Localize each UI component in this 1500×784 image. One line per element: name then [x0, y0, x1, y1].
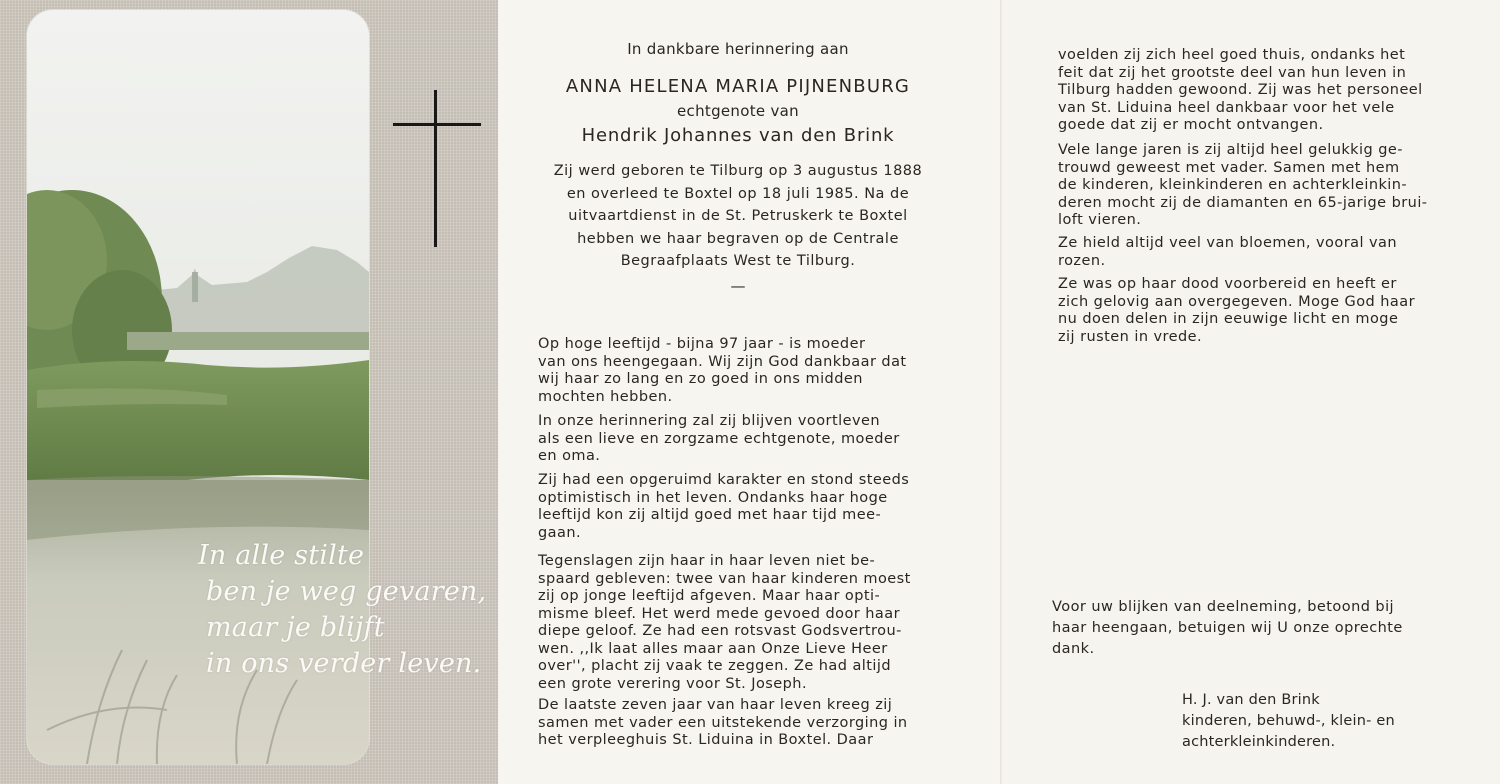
signature-line: achterkleinkinderen.	[1182, 734, 1336, 750]
text-line: de kinderen, kleinkinderen en achterkleinkin-	[1058, 177, 1408, 193]
paragraph-age	[538, 336, 907, 406]
paragraph-flowers	[1058, 235, 1397, 270]
text-line: Tegenslagen zijn haar in haar leven niet be-	[538, 553, 876, 569]
memorial-poem	[198, 538, 486, 682]
paragraph-faith	[1058, 276, 1415, 346]
text-line: In onze herinnering zal zij blijven voortleven	[538, 413, 880, 429]
paragraph-marriage	[1058, 142, 1427, 230]
text-line: loft vieren.	[1058, 212, 1142, 228]
text-line: van ons heengegaan. Wij zijn God dankbaar dat	[538, 353, 907, 370]
paragraph-care-home	[1058, 47, 1423, 135]
thanks-note	[1052, 597, 1403, 660]
poem-line: ben je weg gevaren,	[206, 576, 487, 607]
poem-line: maar je blijft	[206, 612, 385, 643]
text-line: en oma.	[538, 448, 601, 464]
text-line: Ze hield altijd veel van bloemen, vooral van	[1058, 235, 1397, 251]
text-line: Zij had een opgeruimd karakter en stond steeds	[538, 472, 910, 488]
text-line: mochten hebben.	[538, 388, 673, 405]
text-line: voelden zij zich heel goed thuis, ondanks het	[1058, 47, 1406, 63]
text-line: samen met vader een uitstekende verzorging in	[538, 714, 908, 731]
spouse-label: echtgenote van	[677, 102, 799, 120]
text-line: Vele lange jaren is zij altijd heel gelukkig ge-	[1058, 142, 1403, 158]
text-line: een grote verering voor St. Joseph.	[538, 675, 808, 692]
text-line: zij op jonge leeftijd afgeven. Maar haar opti-	[538, 588, 881, 604]
text-line: zij rusten in vrede.	[1058, 328, 1203, 345]
text-line: Ze was op haar dood voorbereid en heeft er	[1058, 276, 1397, 292]
text-line: het verpleeghuis St. Liduina in Boxtel. Daar	[538, 732, 874, 748]
bio-line: en overleed te Boxtel op 18 juli 1985. Na de	[566, 185, 910, 202]
text-line: deren mocht zij de diamanten en 65-jarige brui-	[1058, 194, 1428, 211]
poem-line: in ons verder leven.	[206, 648, 482, 679]
text-line: zich gelovig aan overgegeven. Moge God haar	[1058, 293, 1415, 310]
bio-line: Zij werd geboren te Tilburg op 3 augustus 1888	[553, 163, 923, 179]
text-line: goede dat zij er mocht ontvangen.	[1058, 117, 1324, 133]
poem-line: In alle stilte	[198, 540, 365, 571]
text-line: dank.	[1052, 641, 1095, 657]
text-line: spaard gebleven: twee van haar kinderen moest	[538, 570, 911, 587]
signature-line: H. J. van den Brink	[1182, 692, 1320, 708]
biography	[498, 160, 978, 273]
bio-line: uitvaartdienst in de St. Petruskerk te Boxtel	[568, 208, 908, 224]
text-line: als een lieve en zorgzame echtgenote, moeder	[538, 430, 900, 447]
intro-text: In dankbare herinnering aan	[627, 40, 849, 58]
text-line: rozen.	[1058, 252, 1106, 269]
text-line: wij haar zo lang en zo goed in ons midden	[538, 371, 863, 387]
spouse-name: Hendrik Johannes van den Brink	[581, 125, 895, 146]
deceased-name: ANNA HELENA MARIA PIJNENBURG	[565, 76, 911, 97]
bio-line: Begraafplaats West te Tilburg.	[620, 253, 856, 269]
cross-icon	[434, 90, 437, 247]
signature-block	[1182, 690, 1395, 753]
text-line: De laatste zeven jaar van haar leven kreeg zij	[538, 697, 893, 713]
text-line: leeftijd kon zij altijd goed met haar tijd mee-	[538, 507, 882, 523]
paragraph-memory	[538, 413, 900, 466]
text-line: trouwd geweest met vader. Samen met hem	[1058, 159, 1400, 176]
text-line: diepe geloof. Ze had een rotsvast Godsvertrou-	[538, 623, 902, 639]
text-line: optimistisch in het leven. Ondanks haar hoge	[538, 489, 888, 506]
text-line: Tilburg hadden gewoond. Zij was het personeel	[1058, 82, 1423, 98]
signature-line: kinderen, behuwd-, klein- en	[1182, 713, 1395, 729]
text-line: gaan.	[538, 524, 582, 541]
text-line: haar heengaan, betuigen wij U onze oprechte	[1052, 620, 1403, 636]
text-line: Op hoge leeftijd - bijna 97 jaar - is moeder	[538, 336, 866, 352]
text-line: van St. Liduina heel dankbaar voor het vele	[1058, 99, 1395, 116]
text-line: misme bleef. Het werd mede gevoed door haar	[538, 605, 901, 622]
separator-dash: —	[730, 277, 746, 295]
paragraph-last-years	[538, 697, 908, 750]
paragraph-character	[538, 472, 909, 542]
text-line: wen. ,,Ik laat alles maar aan Onze Lieve Heer	[538, 640, 888, 657]
text-line: over'', placht zij vaak te zeggen. Ze had altijd	[538, 658, 892, 674]
cross-icon-bar	[393, 123, 481, 126]
bio-line: hebben we haar begraven op de Centrale	[577, 230, 899, 247]
text-line: Voor uw blijken van deelneming, betoond bij	[1052, 599, 1395, 615]
paragraph-setbacks	[538, 553, 911, 693]
text-line: feit dat zij het grootste deel van hun leven in	[1058, 64, 1407, 81]
text-line: nu doen delen in zijn eeuwige licht en moge	[1058, 311, 1399, 327]
